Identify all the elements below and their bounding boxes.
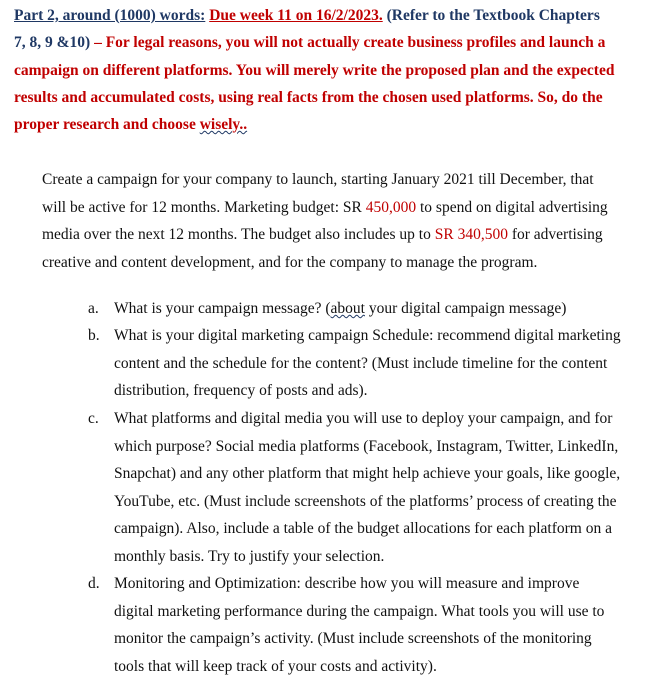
question-line: monthly basis. Try to justify your selection. bbox=[114, 547, 385, 565]
campaign-intro bbox=[42, 166, 642, 276]
question-body bbox=[114, 295, 566, 323]
question-letter: b. bbox=[88, 327, 100, 344]
intro-line-2-a: will be active for 12 months. Marketing budget: SR bbox=[42, 198, 366, 216]
question-line: Monitoring and Optimization: describe how you will measure and improve bbox=[114, 575, 580, 592]
header-line-2 bbox=[14, 29, 654, 56]
question-line: monitor the campaign’s activity. (Must include screenshots of the monitoring bbox=[114, 630, 592, 647]
question-letter: d. bbox=[88, 575, 100, 592]
intro-line-2-b: to spend on digital advertising bbox=[416, 198, 608, 216]
question-a-text-1: What is your campaign message? ( bbox=[114, 300, 331, 317]
question-line: campaign). Also, include a table of the budget allocations for each platform on a bbox=[114, 520, 612, 537]
question-line: YouTube, etc. (Must include screenshots of the platforms’ process of creating the bbox=[114, 492, 617, 510]
intro-line-3-b: for advertising bbox=[507, 226, 603, 243]
header-line-5 bbox=[14, 111, 654, 138]
question-line bbox=[114, 295, 566, 323]
question-a-text-2: your digital campaign message) bbox=[364, 300, 567, 317]
question-letter: a. bbox=[88, 300, 99, 317]
intro-line-2 bbox=[42, 194, 642, 222]
question-letter: c. bbox=[88, 410, 99, 427]
about-word: about bbox=[330, 300, 365, 317]
intro-line-3 bbox=[42, 221, 642, 249]
question-line: What platforms and digital media you will use to deploy your campaign, and for bbox=[114, 410, 613, 427]
advertising-budget: 450,000 bbox=[365, 198, 417, 216]
wisely-word: wisely.. bbox=[199, 116, 248, 134]
creative-budget: SR 340,500 bbox=[434, 226, 508, 243]
question-line: What is your digital marketing campaign Schedule: recommend digital marketing bbox=[114, 327, 621, 344]
intro-line-4: creative and content development, and for the company to manage the program. bbox=[42, 253, 538, 271]
question-line: which purpose? Social media platforms (Facebook, Instagram, Twitter, LinkedIn, bbox=[114, 437, 619, 455]
part-label: Part 2, around (1000) words: bbox=[14, 7, 206, 24]
legal-note: – For legal reasons, you will not actually create business profiles and launch a bbox=[90, 34, 606, 52]
question-body bbox=[114, 570, 604, 680]
question-body bbox=[114, 405, 620, 570]
header-line-1 bbox=[14, 2, 654, 29]
question-line: tools that will keep track of your costs and activity). bbox=[114, 657, 437, 675]
question-line: content and the schedule for the content? (Must include timeline for the content bbox=[114, 354, 608, 372]
question-line: Snapchat) and any other platform that might help achieve your goals, like google, bbox=[114, 465, 621, 482]
question-body bbox=[114, 322, 621, 405]
assignment-header bbox=[14, 2, 654, 138]
intro-line-1: Create a campaign for your company to launch, starting January 2021 till December, that bbox=[42, 171, 594, 188]
header-line-3: campaign on different platforms. You will merely write the proposed plan and the expected bbox=[14, 61, 615, 79]
intro-line-3-a: media over the next 12 months. The budget also includes up to bbox=[42, 226, 435, 243]
header-line-5-start: proper research and choose bbox=[14, 116, 200, 134]
textbook-chapters: 7, 8, 9 &10) bbox=[14, 34, 91, 52]
question-line: digital marketing performance during the campaign. What tools you will use to bbox=[114, 602, 605, 620]
due-date: Due week 11 on 16/2/2023. bbox=[209, 7, 383, 24]
textbook-reference: (Refer to the Textbook Chapters bbox=[386, 7, 600, 24]
question-line: distribution, frequency of posts and ads). bbox=[114, 382, 368, 399]
header-line-4: results and accumulated costs, using real facts from the chosen used platforms. So, do the bbox=[14, 88, 603, 106]
